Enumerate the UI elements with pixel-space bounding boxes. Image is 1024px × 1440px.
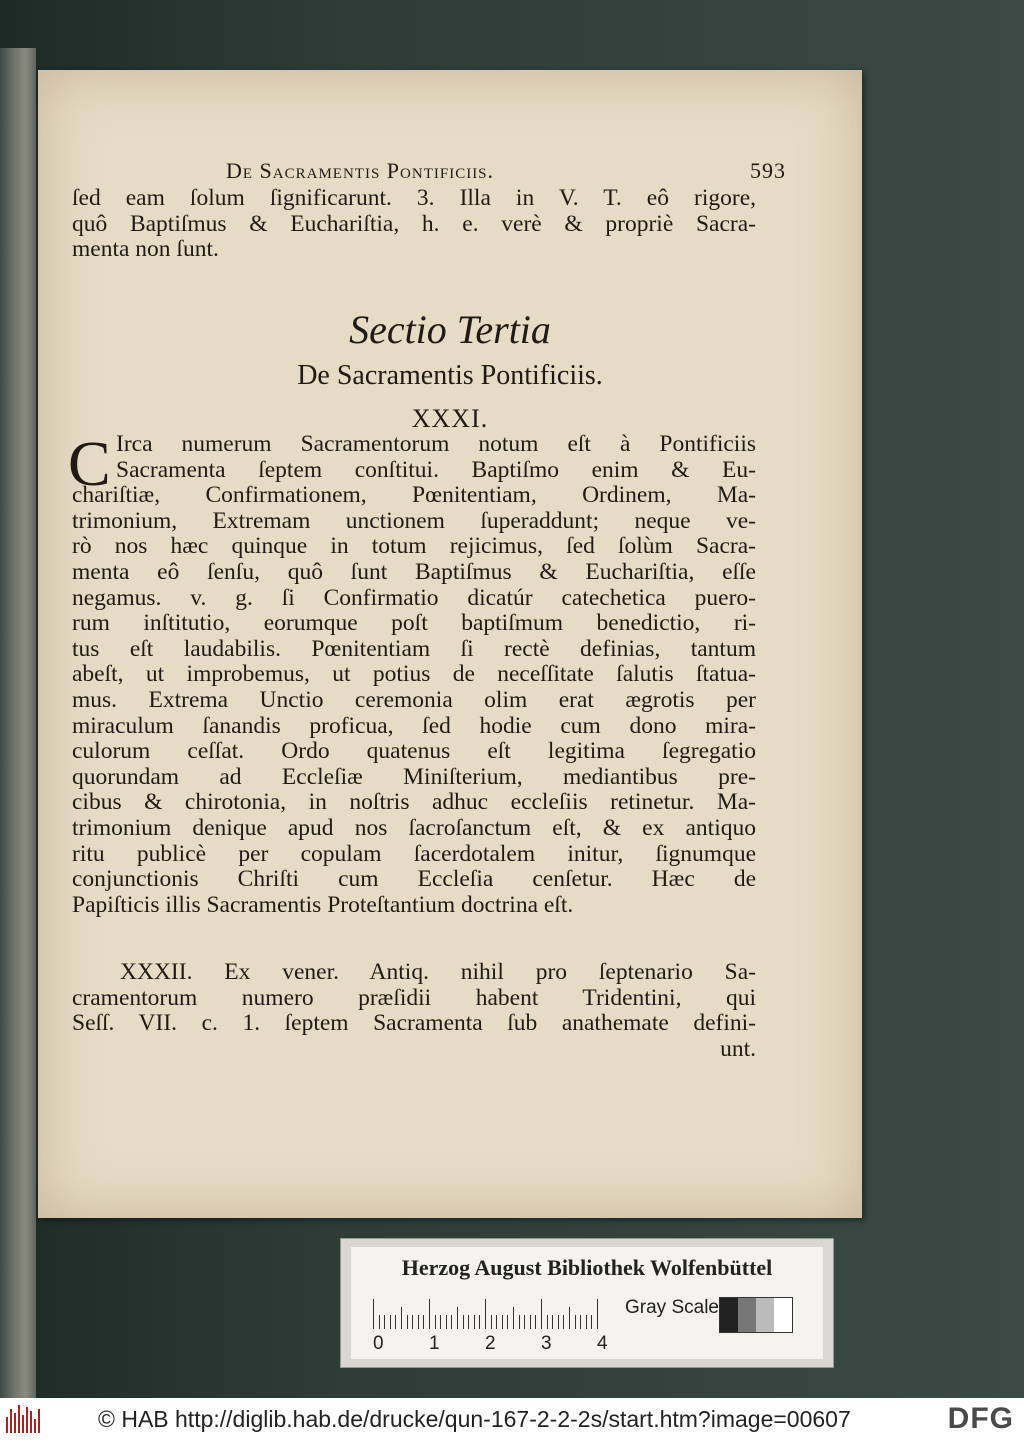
ruler-tick: [485, 1299, 486, 1329]
text-line: tus eſt laudabilis. Pœnitentiam ſi rectè definias, tantum: [72, 635, 756, 662]
text-line: cramentorum numero præſidii habent Tridentini, qui: [72, 984, 756, 1011]
ruler-tick: [474, 1315, 475, 1329]
ruler-tick: [468, 1315, 469, 1329]
ruler-tick: [395, 1315, 396, 1329]
ruler-tick: [373, 1299, 374, 1329]
ruler-tick: [429, 1299, 430, 1329]
ruler-tick: [423, 1315, 424, 1329]
ruler-tick: [552, 1315, 553, 1329]
ruler-tick: [558, 1315, 559, 1329]
ruler-tick: [463, 1315, 464, 1329]
ruler-tick: [379, 1315, 380, 1329]
text-line: menta eô ſenſu, quô ſunt Baptiſmus & Euchariſtia, eſſe: [72, 558, 756, 585]
page-number: 593: [750, 158, 786, 183]
ruler-tick: [401, 1307, 402, 1329]
library-color-target: [340, 1238, 834, 1368]
text-line: menta non ſunt.: [72, 236, 219, 263]
ruler-tick: [530, 1315, 531, 1329]
text-line: rum inſtitutio, eorumque poſt baptiſmum benedictio, ri-: [72, 610, 756, 637]
ruler-tick: [496, 1315, 497, 1329]
ruler-number: 1: [429, 1333, 440, 1354]
ruler-tick: [524, 1315, 525, 1329]
ruler-tick: [507, 1315, 508, 1329]
ruler-tick: [547, 1315, 548, 1329]
text-line: ritu publicè per copulam ſacerdotalem initur, ſignumque: [72, 840, 756, 867]
text-line: Seſſ. VII. c. 1. ſeptem Sacramenta ſub anathemate defini-: [72, 1010, 756, 1037]
catchword: unt.: [720, 1035, 756, 1062]
section-number: XXXI.: [411, 404, 489, 433]
running-title: De Sacramentis Pontificiis.: [226, 158, 495, 183]
text-line: trimonium, Extremam unctionem ſuperaddunt; neque ve-: [72, 507, 756, 534]
gray-swatch-white: [774, 1298, 792, 1332]
ruler-tick: [446, 1315, 447, 1329]
ruler-tick: [569, 1307, 570, 1329]
paragraph-1: [72, 432, 756, 918]
ruler-number: 4: [597, 1333, 608, 1354]
scale-ruler: [373, 1295, 613, 1329]
ruler-tick: [563, 1315, 564, 1329]
book-spine-edge: [0, 48, 36, 1400]
ruler-number: 2: [485, 1333, 496, 1354]
ruler-tick: [502, 1315, 503, 1329]
library-name: Herzog August Bibliothek Wolfenbüttel: [401, 1255, 773, 1280]
gray-swatch-light: [756, 1298, 774, 1332]
opening-lines: [72, 186, 756, 263]
text-line: trimonium denique apud nos ſacroſanctum eſt, & ex antiquo: [72, 814, 756, 841]
text-line: negamus. v. g. ſi Confirmatio dicatúr catechetica puero-: [72, 584, 756, 611]
drop-cap: C: [68, 428, 111, 499]
text-line: chariſtiæ, Confirmationem, Pœnitentiam, Ordinem, Ma-: [72, 482, 756, 509]
text-line: Papiſticis illis Sacramentis Proteſtantium doctrina eſt.: [72, 891, 574, 918]
ruler-tick: [541, 1299, 542, 1329]
hab-barcode-icon: [6, 1405, 50, 1433]
ruler-tick: [575, 1315, 576, 1329]
ruler-tick: [519, 1315, 520, 1329]
ruler-tick: [451, 1315, 452, 1329]
ruler-tick: [491, 1315, 492, 1329]
text-line: quô Baptiſmus & Euchariſtia, h. e. verè & propriè Sacra-: [72, 210, 756, 237]
gray-swatch-black: [720, 1298, 738, 1332]
running-head: [226, 158, 786, 184]
ruler-tick: [580, 1315, 581, 1329]
text-line: rò nos hæc quinque in totum rejicimus, ſed ſolùm Sacra-: [72, 533, 756, 560]
text-line: XXXII. Ex vener. Antiq. nihil pro ſeptenario Sa-: [120, 959, 756, 985]
text-line: culorum ceſſat. Ordo quatenus eſt legitima ſegregatio: [72, 738, 756, 765]
text-line: ſed eam ſolum ſignificarunt. 3. Illa in V. T. eô rigore,: [72, 185, 756, 211]
ruler-tick: [418, 1315, 419, 1329]
ruler-tick: [586, 1315, 587, 1329]
text-line: mus. Extrema Unctio ceremonia olim erat ægrotis per: [72, 686, 756, 713]
ruler-tick: [440, 1315, 441, 1329]
book-page: [38, 70, 862, 1218]
ruler-numbers: [373, 1333, 633, 1357]
ruler-tick: [412, 1315, 413, 1329]
ruler-tick: [597, 1299, 598, 1329]
gray-swatch-mid: [738, 1298, 756, 1332]
footer-bar: [0, 1398, 1024, 1440]
ruler-tick: [407, 1315, 408, 1329]
ruler-tick: [435, 1315, 436, 1329]
ruler-tick: [513, 1307, 514, 1329]
text-line: quorundam ad Eccleſiæ Miniſterium, mediantibus pre-: [72, 763, 756, 790]
ruler-tick: [384, 1315, 385, 1329]
ruler-tick: [457, 1307, 458, 1329]
dfg-logo: DFG: [947, 1402, 1014, 1435]
ruler-tick: [390, 1315, 391, 1329]
ruler-number: 3: [541, 1333, 552, 1354]
ruler-tick: [535, 1315, 536, 1329]
gray-scale-swatch: [719, 1297, 793, 1333]
text-line: Sacramenta ſeptem conſtitui. Baptiſmo enim & Eu-: [116, 456, 756, 483]
source-link[interactable]: © HAB http://diglib.hab.de/drucke/qun-167-2-2-2s/start.htm?image=00607: [98, 1405, 851, 1432]
ruler-tick: [591, 1315, 592, 1329]
text-line: cibus & chirotonia, in noſtris adhuc eccleſiis retinetur. Ma-: [72, 789, 756, 816]
section-subtitle: De Sacramentis Pontificiis.: [297, 360, 603, 391]
label-card: [351, 1247, 823, 1359]
text-line: Irca numerum Sacramentorum notum eſt à Pontificiis: [116, 431, 756, 457]
text-line: conjunctionis Chriſti cum Eccleſia cenſetur. Hæc de: [72, 866, 756, 893]
text-line: abeſt, ut improbemus, ut potius de neceſſitate ſalutis ſtatua-: [72, 661, 756, 688]
ruler-number: 0: [373, 1333, 384, 1354]
section-title: Sectio Tertia: [349, 307, 551, 352]
ruler-tick: [479, 1315, 480, 1329]
text-line: miraculum ſanandis proficua, ſed hodie cum dono mira-: [72, 712, 756, 739]
paragraph-2: [72, 960, 756, 1062]
gray-scale-label: Gray Scale: [625, 1297, 719, 1318]
